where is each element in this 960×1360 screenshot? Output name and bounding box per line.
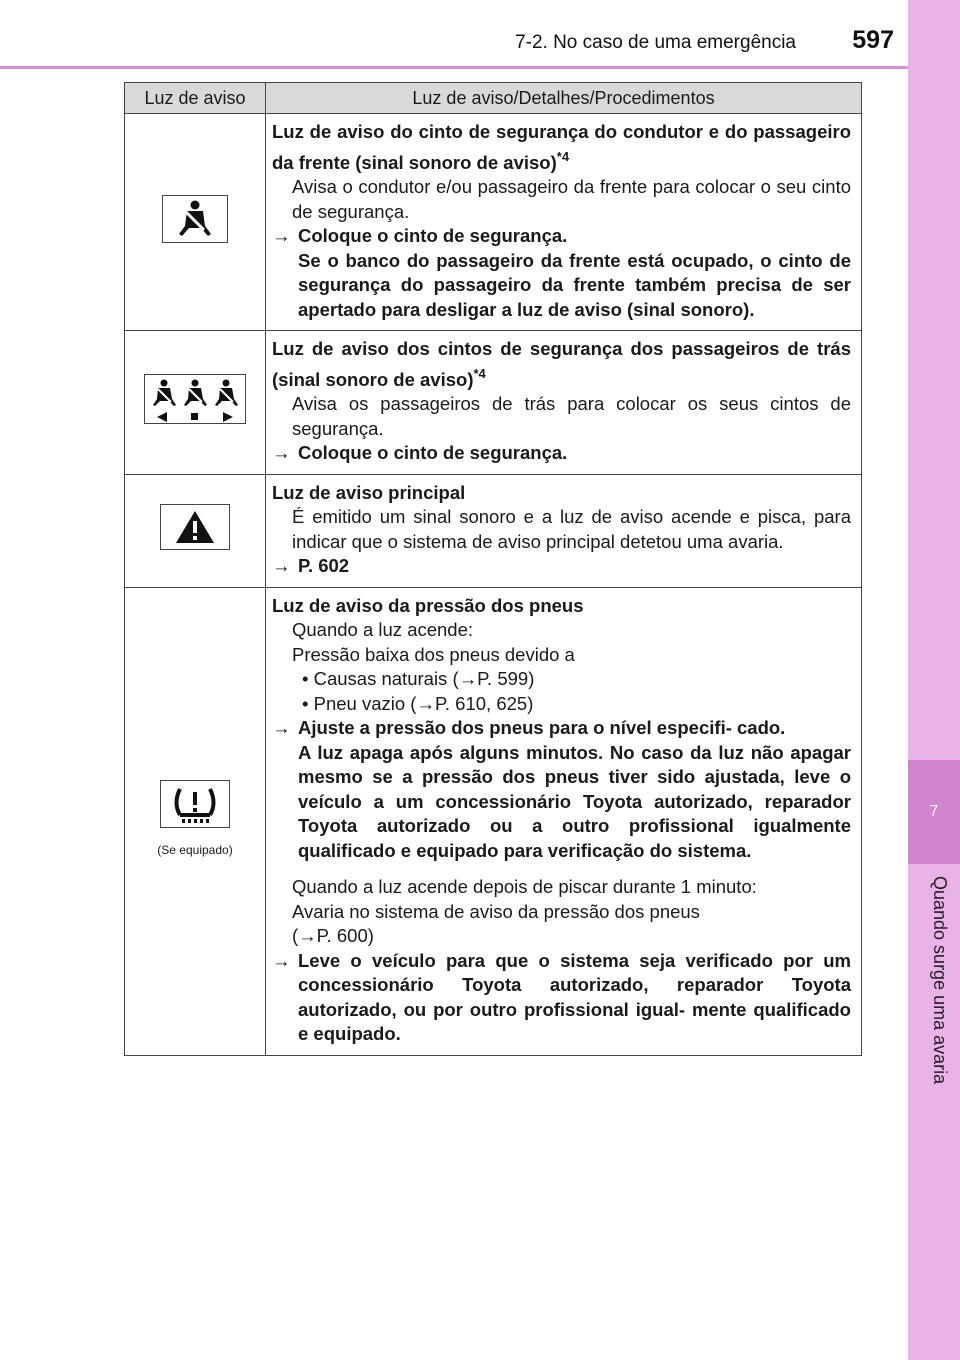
row-action-note: Se o banco do passageiro da frente está ocupado, o cinto de segurança do passageiro da frente também precisa de ser apertado para desligar a luz de aviso (sinal sonoro). (298, 249, 851, 320)
details-cell (266, 474, 862, 587)
icon-note: (Se equipado) (157, 843, 233, 857)
row-action: → Coloque o cinto de segurança. (272, 441, 851, 466)
footnote-marker: *4 (556, 148, 570, 164)
bullet-item: • Pneu vazio (→P. 610, 625) (302, 692, 534, 714)
table-row (125, 114, 862, 331)
warning-light-table (124, 82, 862, 1056)
row-line: Quando a luz acende depois de piscar durante 1 minuto: (292, 876, 757, 897)
arrow-icon: → (272, 555, 291, 576)
row-line: (→P. 600) (292, 925, 374, 946)
section-title: 7-2. No caso de uma emergência (515, 32, 796, 53)
page-header (0, 0, 908, 69)
chapter-side-tab (908, 0, 960, 1360)
rear-seatbelt-icon (144, 374, 246, 424)
column-header-warning-light: Luz de aviso (125, 83, 266, 114)
arrow-icon: → (272, 442, 291, 463)
row-title: Luz de aviso dos cintos de segurança dos passageiros de trás (sinal sonoro de aviso)$^{*4}$ (272, 338, 851, 390)
row-line: Avaria no sistema de aviso da pressão dos pneus (292, 900, 700, 922)
row-action: → P. 602 (272, 554, 851, 579)
row-title: Luz de aviso principal (272, 481, 466, 503)
icon-cell (125, 114, 266, 331)
row-title: Luz de aviso do cinto de segurança do condutor e do passageiro da frente (sinal sonoro de aviso)$^{*4}$ (272, 121, 851, 173)
row-line: Quando a luz acende: (292, 619, 474, 640)
details-cell (266, 587, 862, 1055)
row-description: Avisa os passageiros de trás para colocar os seus cintos de segurança. (292, 393, 851, 439)
arrow-icon: → (272, 225, 291, 246)
arrow-icon: → (272, 949, 291, 971)
row-action: → Leve o veículo para que o sistema seja verificado por um concessionário Toyota autorizado, reparador Toyota autorizado, ou por outro profissional igual- mente qualificado e equipado. (272, 949, 851, 1044)
table-row (125, 474, 862, 587)
page-number: 597 (852, 26, 894, 54)
bullet-item: • Causas naturais (→P. 599) (302, 668, 535, 689)
icon-cell (125, 474, 266, 587)
details-cell (266, 331, 862, 475)
icon-cell (125, 587, 266, 1055)
tire-pressure-icon (160, 780, 230, 828)
table-header-row (125, 83, 862, 114)
master-warning-icon (160, 504, 230, 550)
seatbelt-driver-icon (162, 195, 228, 243)
chapter-number: 7 (908, 760, 960, 864)
column-header-details: Luz de aviso/Detalhes/Procedimentos (266, 83, 862, 114)
chapter-title: Quando surge uma avaria (930, 876, 950, 1085)
row-line: Pressão baixa dos pneus devido a (292, 643, 575, 665)
row-action: → Coloque o cinto de segurança. (272, 224, 851, 249)
row-description: Avisa o condutor e/ou passageiro da frente para colocar o seu cinto de segurança. (292, 176, 851, 222)
table-row (125, 587, 862, 1055)
row-description: É emitido um sinal sonoro e a luz de aviso acende e pisca, para indicar que o sistema de aviso principal detetou uma avaria. (292, 506, 851, 552)
details-cell (266, 114, 862, 331)
row-action-note: A luz apaga após alguns minutos. No caso da luz não apagar mesmo se a pressão dos pneus tiver sido ajustada, leve o veículo a um concessionário Toyota autorizado, reparador Toyota autorizado ou a outro profissional igualmente qualificado e equipado para verificação do sistema. (298, 741, 851, 861)
row-title: Luz de aviso da pressão dos pneus (272, 594, 584, 616)
footnote-marker: *4 (473, 365, 486, 381)
row-action: → Ajuste a pressão dos pneus para o nível especifi- cado. (272, 716, 851, 741)
table-row (125, 331, 862, 475)
arrow-icon: → (272, 717, 291, 738)
icon-cell (125, 331, 266, 475)
